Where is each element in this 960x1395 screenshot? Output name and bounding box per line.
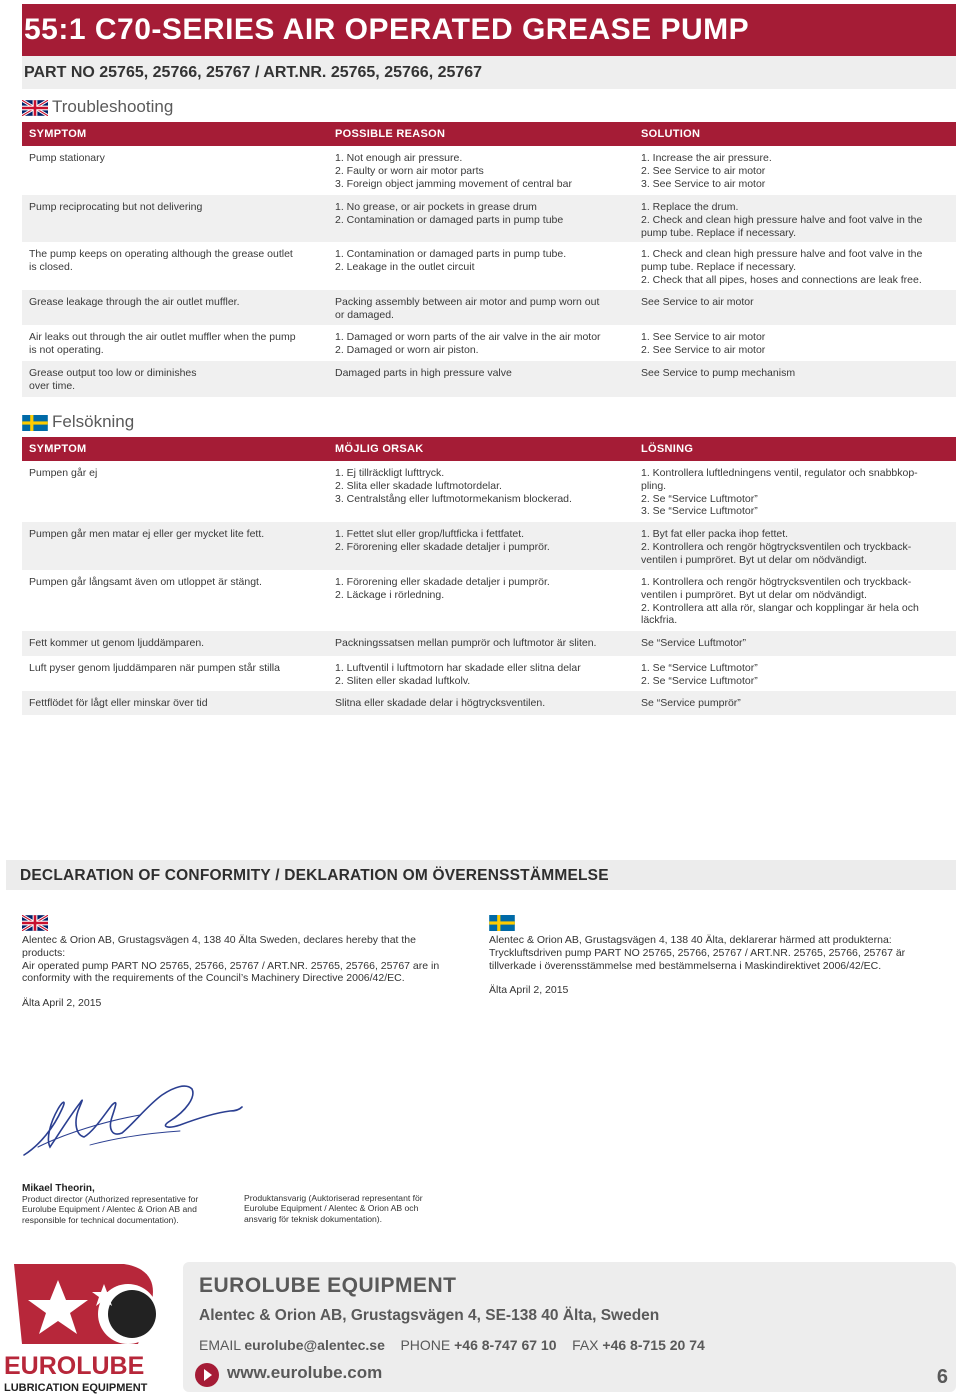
symptom-cell [29, 528, 319, 541]
solution-cell [641, 296, 946, 309]
cell-line: 1. Replace the drum. [641, 201, 739, 213]
cell-line: Pumpen går ej [29, 467, 98, 479]
solution-cell [641, 528, 946, 566]
play-arrow-icon [195, 1363, 219, 1387]
signer-role-line: Product director (Authorized representative for [22, 1194, 199, 1204]
cell-line: Grease output too low or diminishes [29, 367, 197, 379]
table-row [22, 361, 956, 397]
cell-line: Se “Service pumprör” [641, 697, 741, 709]
cell-line: 1. Check and clean high pressure halve and foot valve in the [641, 248, 923, 260]
cell-line: is closed. [29, 260, 73, 273]
signer-name: Mikael Theorin, [22, 1183, 95, 1194]
cell-line: Pump reciprocating but not delivering [29, 201, 203, 213]
table-row [22, 656, 956, 691]
column-header-orsak: MÖJLIG ORSAK [335, 443, 424, 455]
signer-role-line: ansvarig för teknisk dokumentation). [244, 1213, 383, 1224]
reason-cell [335, 201, 627, 227]
cell-line: 2. Kontrollera att alla rör, slangar och kopplingar är hela och [641, 601, 919, 614]
declaration-line: Alentec & Orion AB, Grustagsvägen 4, 138 40 Älta, deklarerar härmed att produkterna: [489, 934, 892, 946]
declaration-line: Alentec & Orion AB, Grustagsvägen 4, 138 40 Älta Sweden, declares hereby that the [22, 934, 416, 946]
solution-cell [641, 201, 946, 239]
cell-line: pump tube. Replace if necessary. [641, 260, 797, 273]
email-link[interactable]: eurolube@alentec.se [244, 1337, 385, 1353]
cell-line: 2. Se “Service Luftmotor” [641, 492, 758, 505]
symptom-cell [29, 248, 319, 274]
column-header-solution: SOLUTION [641, 128, 701, 140]
table-row [22, 691, 956, 715]
reason-cell [335, 576, 627, 602]
cell-line: 2. Slita eller skadade luftmotordelar. [335, 479, 502, 492]
cell-line: 2. Kontrollera och rengör högtrycksventilen och tryckback- [641, 540, 912, 553]
declaration-date: Älta April 2, 2015 [22, 997, 102, 1010]
reason-cell [335, 662, 627, 688]
cell-line: The pump keeps on operating although the grease outlet [29, 248, 293, 260]
cell-line: 3. See Service to air motor [641, 177, 766, 190]
cell-line: 2. Check and clean high pressure halve and foot valve in the [641, 213, 923, 226]
uk-flag-icon [22, 915, 48, 931]
signer-role-line: responsible for technical documentation). [22, 1214, 179, 1225]
declaration-date: Älta April 2, 2015 [489, 984, 569, 997]
cell-line: 2. Leakage in the outlet circuit [335, 260, 475, 273]
eurolube-logo [0, 1262, 168, 1394]
declaration-line: Air operated pump PART NO 25765, 25766, 25767 / ART.NR. 25765, 25766, 25767 are in [22, 959, 440, 972]
email-label: EMAIL [199, 1337, 241, 1353]
reason-cell [335, 152, 627, 190]
cell-line: 1. No grease, or air pockets in grease drum [335, 201, 537, 213]
phone-number: +46 8-747 67 10 [454, 1337, 557, 1353]
page-title: 55:1 C70-SERIES AIR OPERATED GREASE PUMP [24, 13, 750, 46]
table-row [22, 195, 956, 242]
sweden-flag-icon [489, 915, 515, 931]
solution-cell [641, 662, 946, 688]
solution-cell [641, 367, 946, 380]
part-number-band [22, 56, 956, 89]
cell-line: 1. Byt fat eller packa ihop fettet. [641, 528, 789, 540]
reason-cell [335, 248, 627, 274]
cell-line: 1. Contamination or damaged parts in pump tube. [335, 248, 567, 260]
solution-cell [641, 331, 946, 357]
felsokning-table-header [22, 437, 956, 461]
fax-number: +46 8-715 20 74 [602, 1337, 705, 1353]
cell-line: Grease leakage through the air outlet muffler. [29, 296, 240, 308]
uk-flag-icon [22, 100, 48, 116]
part-number: PART NO 25765, 25766, 25767 / ART.NR. 25765, 25766, 25767 [24, 64, 483, 81]
solution-cell [641, 637, 946, 650]
footer-contact-box [183, 1262, 956, 1392]
table-row [22, 242, 956, 290]
cell-line: See Service to air motor [641, 296, 754, 308]
logo-wordmark: EUROLUBE [4, 1352, 145, 1380]
cell-line: läckfria. [641, 614, 678, 627]
solution-cell [641, 576, 946, 627]
cell-line: 1. Not enough air pressure. [335, 152, 463, 164]
declaration-line: products: [22, 946, 66, 959]
declaration-swedish [489, 934, 949, 997]
symptom-cell [29, 697, 319, 710]
table-row [22, 522, 956, 570]
declaration-line: conformity with the requirements of the Council’s Machinery Directive 2006/42/EC. [22, 972, 405, 985]
cell-line: Pump stationary [29, 152, 105, 164]
cell-line: 1. Fettet slut eller grop/luftficka i fettfatet. [335, 528, 525, 540]
cell-line: Pumpen går långsamt även om utloppet är stängt. [29, 576, 262, 588]
cell-line: 1. Increase the air pressure. [641, 152, 772, 164]
reason-cell [335, 637, 627, 650]
symptom-cell [29, 637, 319, 650]
symptom-cell [29, 367, 319, 393]
cell-line: 3. Centralstång eller luftmotormekanism blockerad. [335, 492, 572, 505]
cell-line: 2. See Service to air motor [641, 164, 766, 177]
reason-cell [335, 528, 627, 554]
declaration-band [6, 860, 956, 890]
fax-label: FAX [572, 1337, 599, 1353]
cell-line: 1. Kontrollera och rengör högtrycksventilen och tryckback- [641, 576, 912, 588]
symptom-cell [29, 296, 319, 309]
column-header-reason: POSSIBLE REASON [335, 128, 446, 140]
logo-tagline: LUBRICATION EQUIPMENT [4, 1382, 148, 1394]
title-band [22, 4, 956, 56]
cell-line: is not operating. [29, 343, 104, 356]
symptom-cell [29, 467, 319, 480]
cell-line: Fett kommer ut genom ljuddämparen. [29, 637, 205, 649]
signer-role-line: Produktansvarig (Auktoriserad representant för [244, 1193, 423, 1203]
signature-image [20, 1075, 245, 1165]
cell-line: 1. Se “Service Luftmotor” [641, 662, 758, 674]
website-link[interactable]: www.eurolube.com [227, 1363, 383, 1382]
table-row [22, 325, 956, 361]
signer-role-line: Eurolube Equipment / Alentec & Orion AB och [244, 1203, 419, 1214]
reason-cell [335, 296, 627, 322]
cell-line: ventilen i pumpröret. Byt ut delar om nödvändigt. [641, 553, 867, 566]
cell-line: 1. See Service to air motor [641, 331, 766, 343]
phone-label: PHONE [400, 1337, 451, 1353]
cell-line: Luft pyser genom ljuddämparen när pumpen står stilla [29, 662, 280, 674]
reason-cell [335, 697, 627, 710]
page-number: 6 [936, 1366, 948, 1388]
table-row [22, 570, 956, 631]
solution-cell [641, 152, 946, 190]
cell-line: Packningssatsen mellan pumprör och luftmotor är sliten. [335, 637, 597, 649]
cell-line: 2. Läckage i rörledning. [335, 588, 445, 601]
column-header-losning: LÖSNING [641, 443, 694, 455]
column-header-symptom-sv: SYMPTOM [29, 443, 87, 455]
cell-line: 3. Se “Service Luftmotor” [641, 505, 758, 518]
signer-role-english [22, 1194, 232, 1225]
solution-cell [641, 248, 946, 286]
cell-line: 2. Sliten eller skadad luftkolv. [335, 674, 471, 687]
cell-line: Se “Service Luftmotor” [641, 637, 747, 649]
cell-line: pling. [641, 479, 667, 492]
cell-line: Packing assembly between air motor and pump worn out [335, 296, 600, 308]
symptom-cell [29, 662, 319, 675]
cell-line: 1. Ej tillräckligt lufttryck. [335, 467, 445, 479]
cell-line: or damaged. [335, 308, 394, 321]
cell-line: 2. Se “Service Luftmotor” [641, 674, 758, 687]
cell-line: 2. Faulty or worn air motor parts [335, 164, 484, 177]
cell-line: 2. Förorening eller skadade detaljer i pumprör. [335, 540, 550, 553]
cell-line: Air leaks out through the air outlet muffler when the pump [29, 331, 296, 343]
footer-contact-line [199, 1337, 705, 1353]
cell-line: See Service to pump mechanism [641, 367, 796, 379]
footer-company: EUROLUBE EQUIPMENT [199, 1274, 457, 1297]
reason-cell [335, 467, 627, 505]
cell-line: pump tube. Replace if necessary. [641, 226, 797, 239]
cell-line: 1. Damaged or worn parts of the air valve in the air motor [335, 331, 601, 343]
symptom-cell [29, 152, 319, 165]
reason-cell [335, 367, 627, 380]
signer-role-line: Eurolube Equipment / Alentec & Orion AB and [22, 1204, 197, 1215]
cell-line: Fettflödet för lågt eller minskar över tid [29, 697, 208, 709]
declaration-line: Tryckluftsdriven pump PART NO 25765, 25766, 25767 / ART.NR. 25765, 25766, 25767 är [489, 946, 906, 959]
cell-line: 2. See Service to air motor [641, 343, 766, 356]
cell-line: 2. Check that all pipes, hoses and connections are leak free. [641, 273, 922, 286]
solution-cell [641, 467, 946, 518]
cell-line: ventilen i pumpröret. Byt ut delar om nödvändigt. [641, 588, 867, 601]
cell-line: Damaged parts in high pressure valve [335, 367, 512, 379]
symptom-cell [29, 201, 319, 214]
troubleshooting-table-header [22, 122, 956, 146]
felsokning-title: Felsökning [52, 412, 135, 431]
reason-cell [335, 331, 627, 357]
footer-address: Alentec & Orion AB, Grustagsvägen 4, SE-138 40 Älta, Sweden [199, 1307, 660, 1324]
cell-line: 2. Damaged or worn air piston. [335, 343, 479, 356]
table-row [22, 290, 956, 325]
cell-line: 3. Foreign object jamming movement of central bar [335, 177, 572, 190]
troubleshooting-title: Troubleshooting [52, 97, 174, 116]
solution-cell [641, 697, 946, 710]
cell-line: over time. [29, 379, 76, 392]
column-header-symptom: SYMPTOM [29, 128, 87, 140]
declaration-line: tillverkade i överensstämmelse med bestämmelserna i Maskindirektivet 2006/42/EC. [489, 959, 882, 972]
declaration-title: DECLARATION OF CONFORMITY / DEKLARATION OM ÖVERENSSTÄMMELSE [20, 867, 609, 884]
symptom-cell [29, 331, 319, 357]
cell-line: 1. Luftventil i luftmotorn har skadade eller slitna delar [335, 662, 581, 674]
signer-role-swedish [244, 1193, 464, 1224]
table-row [22, 146, 956, 195]
cell-line: Slitna eller skadade delar i högtrycksventilen. [335, 697, 546, 709]
cell-line: 1. Förorening eller skadade detaljer i pumprör. [335, 576, 550, 588]
table-row [22, 461, 956, 522]
sweden-flag-icon [22, 415, 48, 431]
cell-line: 2. Contamination or damaged parts in pump tube [335, 213, 564, 226]
table-row [22, 631, 956, 656]
cell-line: 1. Kontrollera luftledningens ventil, regulator och snabbkop- [641, 467, 918, 479]
cell-line: Pumpen går men matar ej eller ger mycket lite fett. [29, 528, 265, 540]
declaration-english [22, 934, 467, 1010]
symptom-cell [29, 576, 319, 589]
